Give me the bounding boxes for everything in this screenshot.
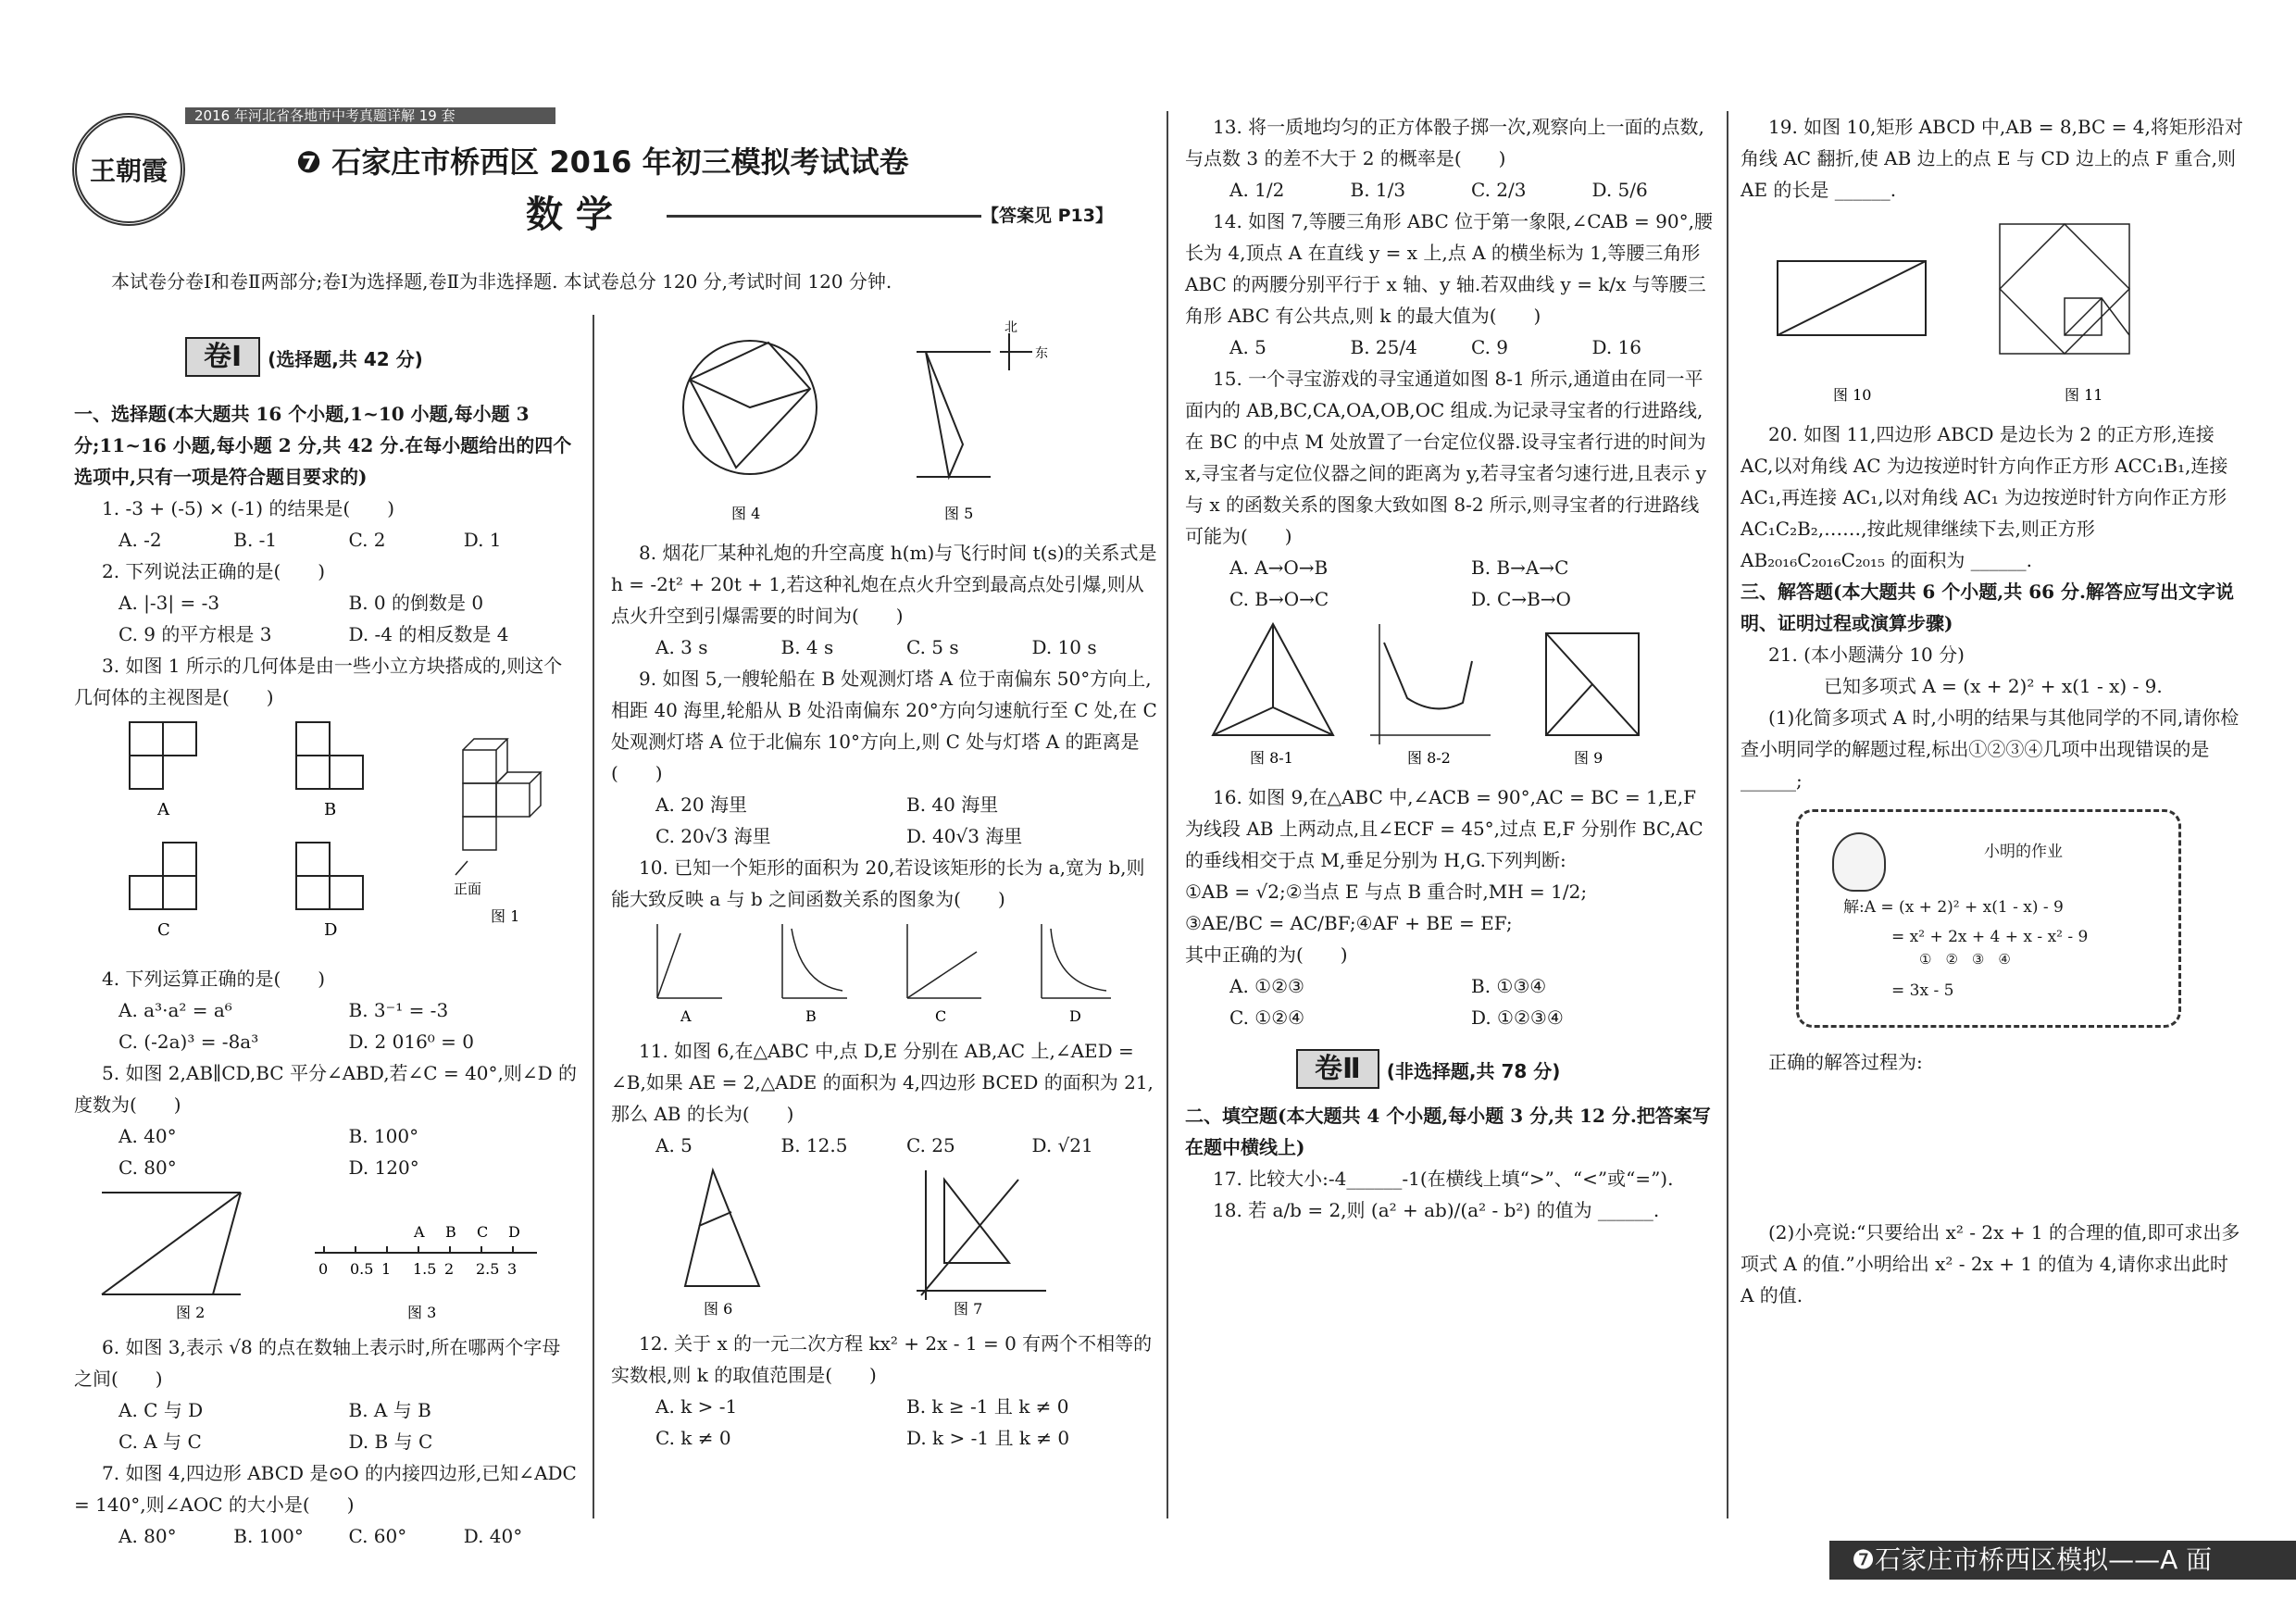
q10-label-c: C — [935, 1007, 947, 1025]
q9-opt-d: D. 40√3 海里 — [906, 825, 1023, 847]
q4-opt-b: B. 3⁻¹ = -3 — [348, 999, 449, 1021]
q3-view-a — [130, 722, 196, 789]
fig8-1-triangle — [1213, 624, 1333, 735]
q16-options — [1185, 970, 1713, 1033]
homework-marks: ① ② ③ ④ — [1919, 951, 2011, 968]
q13-opt-c: C. 2/3 — [1471, 179, 1527, 201]
q4-options — [74, 994, 579, 1057]
fig1-cubes — [455, 739, 541, 875]
q10-label-b: B — [805, 1007, 817, 1025]
q3-view-b — [296, 722, 363, 789]
q2-options — [74, 587, 579, 650]
q2-opt-b: B. 0 的倒数是 0 — [348, 592, 484, 614]
q9-opt-c: C. 20√3 海里 — [655, 825, 771, 847]
q1-options — [74, 524, 579, 556]
q7-opt-b: B. 100° — [233, 1525, 304, 1547]
fig3-tick-label: 2.5 — [476, 1260, 500, 1278]
fig8-1-caption: 图 8-1 — [1250, 749, 1293, 767]
q21-part2: (2)小亮说:“只要给出 x² - 2x + 1 的合理的值,即可求出多项式 A 的值.”小明给出 x² - 2x + 1 的值为 4,请你求出此时 A 的值. — [1741, 1221, 2240, 1306]
fig5-caption: 图 5 — [944, 505, 974, 522]
q3-label-a: A — [157, 800, 169, 819]
q5-options — [74, 1120, 579, 1183]
q9-opt-a: A. 20 海里 — [655, 794, 747, 816]
fig8-2-caption: 图 8-2 — [1407, 749, 1451, 767]
fig3-tick-label: 2 — [444, 1260, 455, 1278]
fig11-squares — [2000, 224, 2129, 354]
fig6-triangle — [685, 1170, 759, 1286]
part1-label: 卷Ⅰ — [185, 337, 260, 377]
q16-opt-a: A. ①②③ — [1229, 975, 1304, 997]
q9-options — [611, 789, 1157, 852]
q5-opt-d: D. 120° — [348, 1156, 419, 1179]
fig3-point-label: C — [477, 1223, 489, 1241]
q12-opt-d: D. k > -1 且 k ≠ 0 — [906, 1427, 1070, 1449]
homework-line-2: = x² + 2x + 4 + x - x² - 9 — [1891, 928, 2089, 946]
fig3-tick-label: 1.5 — [413, 1260, 437, 1278]
q5: 5. 如图 2,AB∥CD,BC 平分∠ABD,若∠C = 40°,则∠D 的度数为( ) — [74, 1062, 578, 1116]
q12-opt-a: A. k > -1 — [655, 1395, 738, 1418]
logo-seal — [72, 113, 185, 226]
q11: 11. 如图 6,在△ABC 中,点 D,E 分别在 AB,AC 上,∠AED = ∠B,如果 AE = 2,△ADE 的面积为 4,四边形 BCED 的面积为 21,那么 AB 的长为( ) — [611, 1040, 1154, 1125]
q14-options — [1185, 331, 1713, 363]
q11-options — [611, 1130, 1157, 1161]
fig3-tick-label: 0.5 — [350, 1260, 374, 1278]
q11-opt-a: A. 5 — [655, 1134, 693, 1156]
q11-opt-b: B. 12.5 — [780, 1134, 848, 1156]
section1-title: 一、选择题(本大题共 16 个小题,1~10 小题,每小题 3 分;11~16 小题,每小题 2 分,共 42 分.在每小题给出的四个选项中,只有一项是符合题目要求的) — [74, 403, 572, 488]
q16-statement-b: ③AE/BC = AC/BF;④AF + BE = EF; — [1185, 912, 1513, 934]
q3-figures — [74, 713, 574, 954]
q11-opt-c: C. 25 — [906, 1134, 955, 1156]
section2-title: 二、填空题(本大题共 4 个小题,每小题 3 分,共 12 分.把答案写在题中横线上) — [1185, 1105, 1711, 1158]
q2-opt-c: C. 9 的平方根是 3 — [119, 623, 272, 645]
q16-opt-c: C. ①②④ — [1229, 1006, 1305, 1029]
q20: 20. 如图 11,四边形 ABCD 是边长为 2 的正方形,连接 AC,以对角线 AC 为边按逆时针方向作正方形 ACC₁B₁,连接 AC₁,再连接 AC₁,以对角线 AC₁ 为边按逆时针方向作正方形 AC₁C₂B₂,……,按此规律继续下去,则正方形 AB₂₀₁₆C₂₀₁₆C₂₀₁₅ 的面积为 ______. — [1741, 423, 2228, 571]
q17: 17. 比较大小:-4______-1(在横线上填“>”、“<”或“=”). — [1213, 1168, 1674, 1190]
q6-opt-b: B. A 与 B — [348, 1399, 431, 1421]
fig3-tick-label: 0 — [318, 1260, 329, 1278]
q14: 14. 如图 7,等腰三角形 ABC 位于第一象限,∠CAB = 90°,腰长为 4,顶点 A 在直线 y = x 上,点 A 的横坐标为 1,等腰三角形 ABC 的两腰分别平行于 x 轴、y 轴.若双曲线 y = k/x 与等腰三角形 ABC 有公共点,则 k 的最大值为( ) — [1185, 210, 1713, 327]
fig10-fig11 — [1741, 206, 2245, 409]
q2-opt-a: A. |-3| = -3 — [119, 592, 220, 614]
q4: 4. 下列运算正确的是( ) — [102, 968, 326, 990]
q3-label-d: D — [324, 920, 338, 940]
fig5-route — [917, 333, 1032, 477]
answer-ref: 【答案见 P13】 — [981, 206, 1113, 226]
q7-opt-c: C. 60° — [348, 1525, 407, 1547]
fig3-tick-label: 1 — [381, 1260, 392, 1278]
fig2-parallel-lines — [102, 1193, 241, 1294]
q3-label-b: B — [324, 800, 337, 819]
q2-opt-d: D. -4 的相反数是 4 — [348, 623, 509, 645]
answer-space — [1741, 1078, 2245, 1217]
exam-intro: 本试卷分卷Ⅰ和卷Ⅱ两部分;卷Ⅰ为选择题,卷Ⅱ为非选择题. 本试卷总分 120 分,考试时间 120 分钟. — [111, 270, 892, 293]
fig1-caption: 图 1 — [491, 907, 520, 925]
q13: 13. 将一质地均匀的正方体骰子掷一次,观察向上一面的点数,与点数 3 的差不大于 2 的概率是( ) — [1185, 116, 1704, 169]
q6-opt-d: D. B 与 C — [348, 1431, 433, 1453]
exam-title: ❼ 石家庄市桥西区 2016 年初三模拟考试试卷 — [296, 144, 909, 180]
section3-title: 三、解答题(本大题共 6 个小题,共 66 分.解答应写出文字说明、证明过程或演算步骤) — [1741, 581, 2234, 634]
part2-note: (非选择题,共 78 分) — [1386, 1060, 1561, 1082]
q3-view-c — [130, 843, 196, 909]
q14-opt-a: A. 5 — [1229, 336, 1267, 358]
fig10-caption: 图 10 — [1833, 386, 1872, 404]
q19: 19. 如图 10,矩形 ABCD 中,AB = 8,BC = 4,将矩形沿对角线 AC 翻折,使 AB 边上的点 E 与 CD 边上的点 F 重合,则 AE 的长是 ______. — [1741, 116, 2243, 201]
q8-options — [611, 631, 1157, 663]
q15: 15. 一个寻宝游戏的寻宝通道如图 8-1 所示,通道由在同一平面内的 AB,BC,CA,OA,OB,OC 组成.为记录寻宝者的行进路线,在 BC 的中点 M 处放置了一台定位仪器.设寻宝者行进的时间为 x,寻宝者与定位仪器之间的距离为 y,若寻宝者匀速行进,且表示 y 与 x 的函数关系的图象大致如图 8-2 所示,则寻宝者的行进路线可能为( ) — [1185, 368, 1707, 547]
fig3-point-label: D — [508, 1223, 520, 1241]
q5-opt-c: C. 80° — [119, 1156, 177, 1179]
fig7-axes — [917, 1170, 1046, 1300]
fig4-fig5 — [611, 315, 1157, 528]
q8-opt-d: D. 10 s — [1031, 636, 1097, 658]
q6-opt-a: A. C 与 D — [119, 1399, 204, 1421]
column-3 — [1185, 111, 1713, 1226]
logo-text: 王朝霞 — [89, 156, 168, 186]
fig4-caption: 图 4 — [731, 505, 761, 522]
fig2-caption: 图 2 — [176, 1304, 206, 1321]
q6: 6. 如图 3,表示 √8 的点在数轴上表示时,所在哪两个字母之间( ) — [74, 1336, 561, 1390]
q13-opt-a: A. 1/2 — [1229, 179, 1285, 201]
fig9-caption: 图 9 — [1574, 749, 1603, 767]
homework-line-1: 解:A = (x + 2)² + x(1 - x) - 9 — [1843, 898, 2064, 917]
q1-opt-b: B. -1 — [233, 529, 278, 551]
q18: 18. 若 a/b = 2,则 (a² + ab)/(a² - b²) 的值为 ______. — [1213, 1199, 1660, 1221]
q14-opt-d: D. 16 — [1591, 336, 1641, 358]
q13-options — [1185, 174, 1713, 206]
q7: 7. 如图 4,四边形 ABCD 是⊙O 的内接四边形,已知∠ADC = 140°,则∠AOC 的大小是( ) — [74, 1462, 577, 1516]
q14-opt-c: C. 9 — [1471, 336, 1509, 358]
fig3-caption: 图 3 — [407, 1304, 437, 1321]
fig3-ticks — [318, 1223, 520, 1278]
fig8-fig9 — [1185, 615, 1713, 772]
subject-underline — [667, 215, 981, 218]
column-divider-2 — [1167, 111, 1168, 1518]
fig11-caption: 图 11 — [2065, 386, 2103, 404]
column-divider-1 — [593, 315, 594, 1518]
q2: 2. 下列说法正确的是( ) — [102, 560, 326, 582]
homework-box — [1796, 809, 2181, 1028]
q4-opt-a: A. a³·a² = a⁶ — [119, 999, 232, 1021]
homework-title: 小明的作业 — [1984, 843, 2063, 861]
q14-opt-b: B. 25/4 — [1350, 336, 1417, 358]
q16-prompt: 其中正确的为( ) — [1185, 943, 1348, 966]
q10-graphs — [611, 915, 1157, 1026]
q10-graph-a — [657, 924, 722, 998]
part1-banner — [185, 333, 423, 374]
column-1 — [74, 398, 579, 1552]
q10-graph-b — [782, 924, 847, 998]
subject-title: 数 学 — [526, 194, 613, 236]
part1-note: (选择题,共 42 分) — [268, 348, 423, 370]
q9-opt-b: B. 40 海里 — [906, 794, 999, 816]
q13-opt-d: D. 5/6 — [1591, 179, 1648, 201]
part2-label: 卷Ⅱ — [1296, 1049, 1379, 1089]
fig4-quadrilateral — [690, 343, 810, 468]
q16-opt-d: D. ①②③④ — [1471, 1006, 1564, 1029]
q10: 10. 已知一个矩形的面积为 20,若设该矩形的长为 a,宽为 b,则能大致反映 a 与 b 之间函数关系的图象为( ) — [611, 856, 1145, 910]
avatar — [1832, 832, 1886, 892]
q15-options — [1185, 552, 1713, 615]
q15-opt-a: A. A→O→B — [1229, 556, 1329, 579]
q5-opt-b: B. 100° — [348, 1125, 419, 1147]
fig10-rectangle — [1778, 261, 1926, 335]
q8-opt-a: A. 3 s — [655, 636, 708, 658]
homework-line-3: = 3x - 5 — [1891, 981, 1954, 1000]
q21-header: 21. (本小题满分 10 分) — [1768, 644, 1965, 666]
q8-opt-c: C. 5 s — [906, 636, 959, 658]
q16: 16. 如图 9,在△ABC 中,∠ACB = 90°,AC = BC = 1,E,F 为线段 AB 上两动点,且∠ECF = 45°,过点 E,F 分别作 BC,AC 的垂线相交于点 M,垂足分别为 H,G.下列判断: — [1185, 786, 1703, 871]
q3-label-c: C — [157, 920, 170, 940]
footer-tag: ❼石家庄市桥西区模拟——A 面 — [1829, 1541, 2296, 1580]
q4-opt-d: D. 2 016⁰ = 0 — [348, 1031, 475, 1053]
q4-opt-c: C. (-2a)³ = -8a³ — [119, 1031, 259, 1053]
fig6-fig7 — [611, 1161, 1157, 1318]
fig7-caption: 图 7 — [954, 1300, 983, 1318]
q7-opt-d: D. 40° — [463, 1525, 523, 1547]
column-4 — [1741, 111, 2245, 1311]
q11-opt-d: D. √21 — [1031, 1134, 1093, 1156]
fig1-front-label: 正面 — [454, 881, 482, 897]
q1-opt-d: D. 1 — [463, 529, 502, 551]
q1-opt-a: A. -2 — [119, 529, 162, 551]
q6-options — [74, 1394, 579, 1457]
q15-opt-d: D. C→B→O — [1471, 588, 1571, 610]
q15-opt-b: B. B→A→C — [1471, 556, 1569, 579]
part2-banner — [1296, 1054, 1713, 1087]
fig3-point-label: B — [445, 1223, 456, 1241]
fig3-tick-label: 3 — [507, 1260, 518, 1278]
q12: 12. 关于 x 的一元二次方程 kx² + 2x - 1 = 0 有两个不相等的实数根,则 k 的取值范围是( ) — [611, 1332, 1153, 1386]
q8-opt-b: B. 4 s — [780, 636, 834, 658]
correct-process-label: 正确的解答过程为: — [1768, 1051, 1923, 1073]
q21-part1: (1)化简多项式 A 时,小明的结果与其他同学的不同,请你检查小明同学的解题过程,标出①②③④几项中出现错误的是 ______; — [1741, 706, 2240, 792]
fig9-square — [1546, 633, 1639, 735]
fig3-point-label: A — [414, 1223, 425, 1241]
q16-opt-b: B. ①③④ — [1471, 975, 1547, 997]
q12-options — [611, 1391, 1157, 1454]
q12-opt-b: B. k ≥ -1 且 k ≠ 0 — [906, 1395, 1069, 1418]
column-divider-3 — [1727, 111, 1728, 1518]
q21-statement: 已知多项式 A = (x + 2)² + x(1 - x) - 9. — [1824, 675, 2163, 697]
q10-graph-c — [907, 924, 981, 998]
q5-opt-a: A. 40° — [119, 1125, 177, 1147]
q12-opt-c: C. k ≠ 0 — [655, 1427, 731, 1449]
q3: 3. 如图 1 所示的几何体是由一些小立方块搭成的,则这个几何体的主视图是( ) — [74, 655, 563, 708]
q15-opt-c: C. B→O→C — [1229, 588, 1329, 610]
q8: 8. 烟花厂某种礼炮的升空高度 h(m)与飞行时间 t(s)的关系式是 h = -2t² + 20t + 1,若这种礼炮在点火升空到最高点处引爆,则从点火升空到引爆需要的时间为( ) — [611, 542, 1157, 627]
fig8-2-graph — [1370, 624, 1491, 744]
header-strip-text: 2016 年河北省各地市中考真题详解 19 套 — [194, 107, 455, 124]
fig5-east: 东 — [1035, 346, 1048, 361]
q10-graph-d — [1042, 924, 1111, 998]
column-2 — [611, 315, 1157, 1454]
q9: 9. 如图 5,一艘轮船在 B 处观测灯塔 A 位于南偏东 50°方向上,相距 40 海里,轮船从 B 处沿南偏东 20°方向匀速航行至 C 处,在 C 处观测灯塔 A 位于北偏东 10°方向上,则 C 处与灯塔 A 的距离是( ) — [611, 668, 1157, 784]
q3-view-d — [296, 843, 363, 909]
q10-label-a: A — [680, 1007, 692, 1025]
fig6-caption: 图 6 — [704, 1300, 733, 1318]
q1-opt-c: C. 2 — [348, 529, 386, 551]
q10-label-d: D — [1069, 1007, 1081, 1025]
q16-statement-a: ①AB = √2;②当点 E 与点 B 重合时,MH = 1/2; — [1185, 881, 1588, 903]
q1: 1. -3 + (-5) × (-1) 的结果是( ) — [102, 497, 395, 519]
q7-opt-a: A. 80° — [119, 1525, 177, 1547]
q7-options — [74, 1520, 579, 1552]
q13-opt-b: B. 1/3 — [1350, 179, 1406, 201]
q6-opt-c: C. A 与 C — [119, 1431, 202, 1453]
fig2-fig3 — [74, 1183, 574, 1322]
fig5-north: 北 — [1004, 320, 1017, 335]
